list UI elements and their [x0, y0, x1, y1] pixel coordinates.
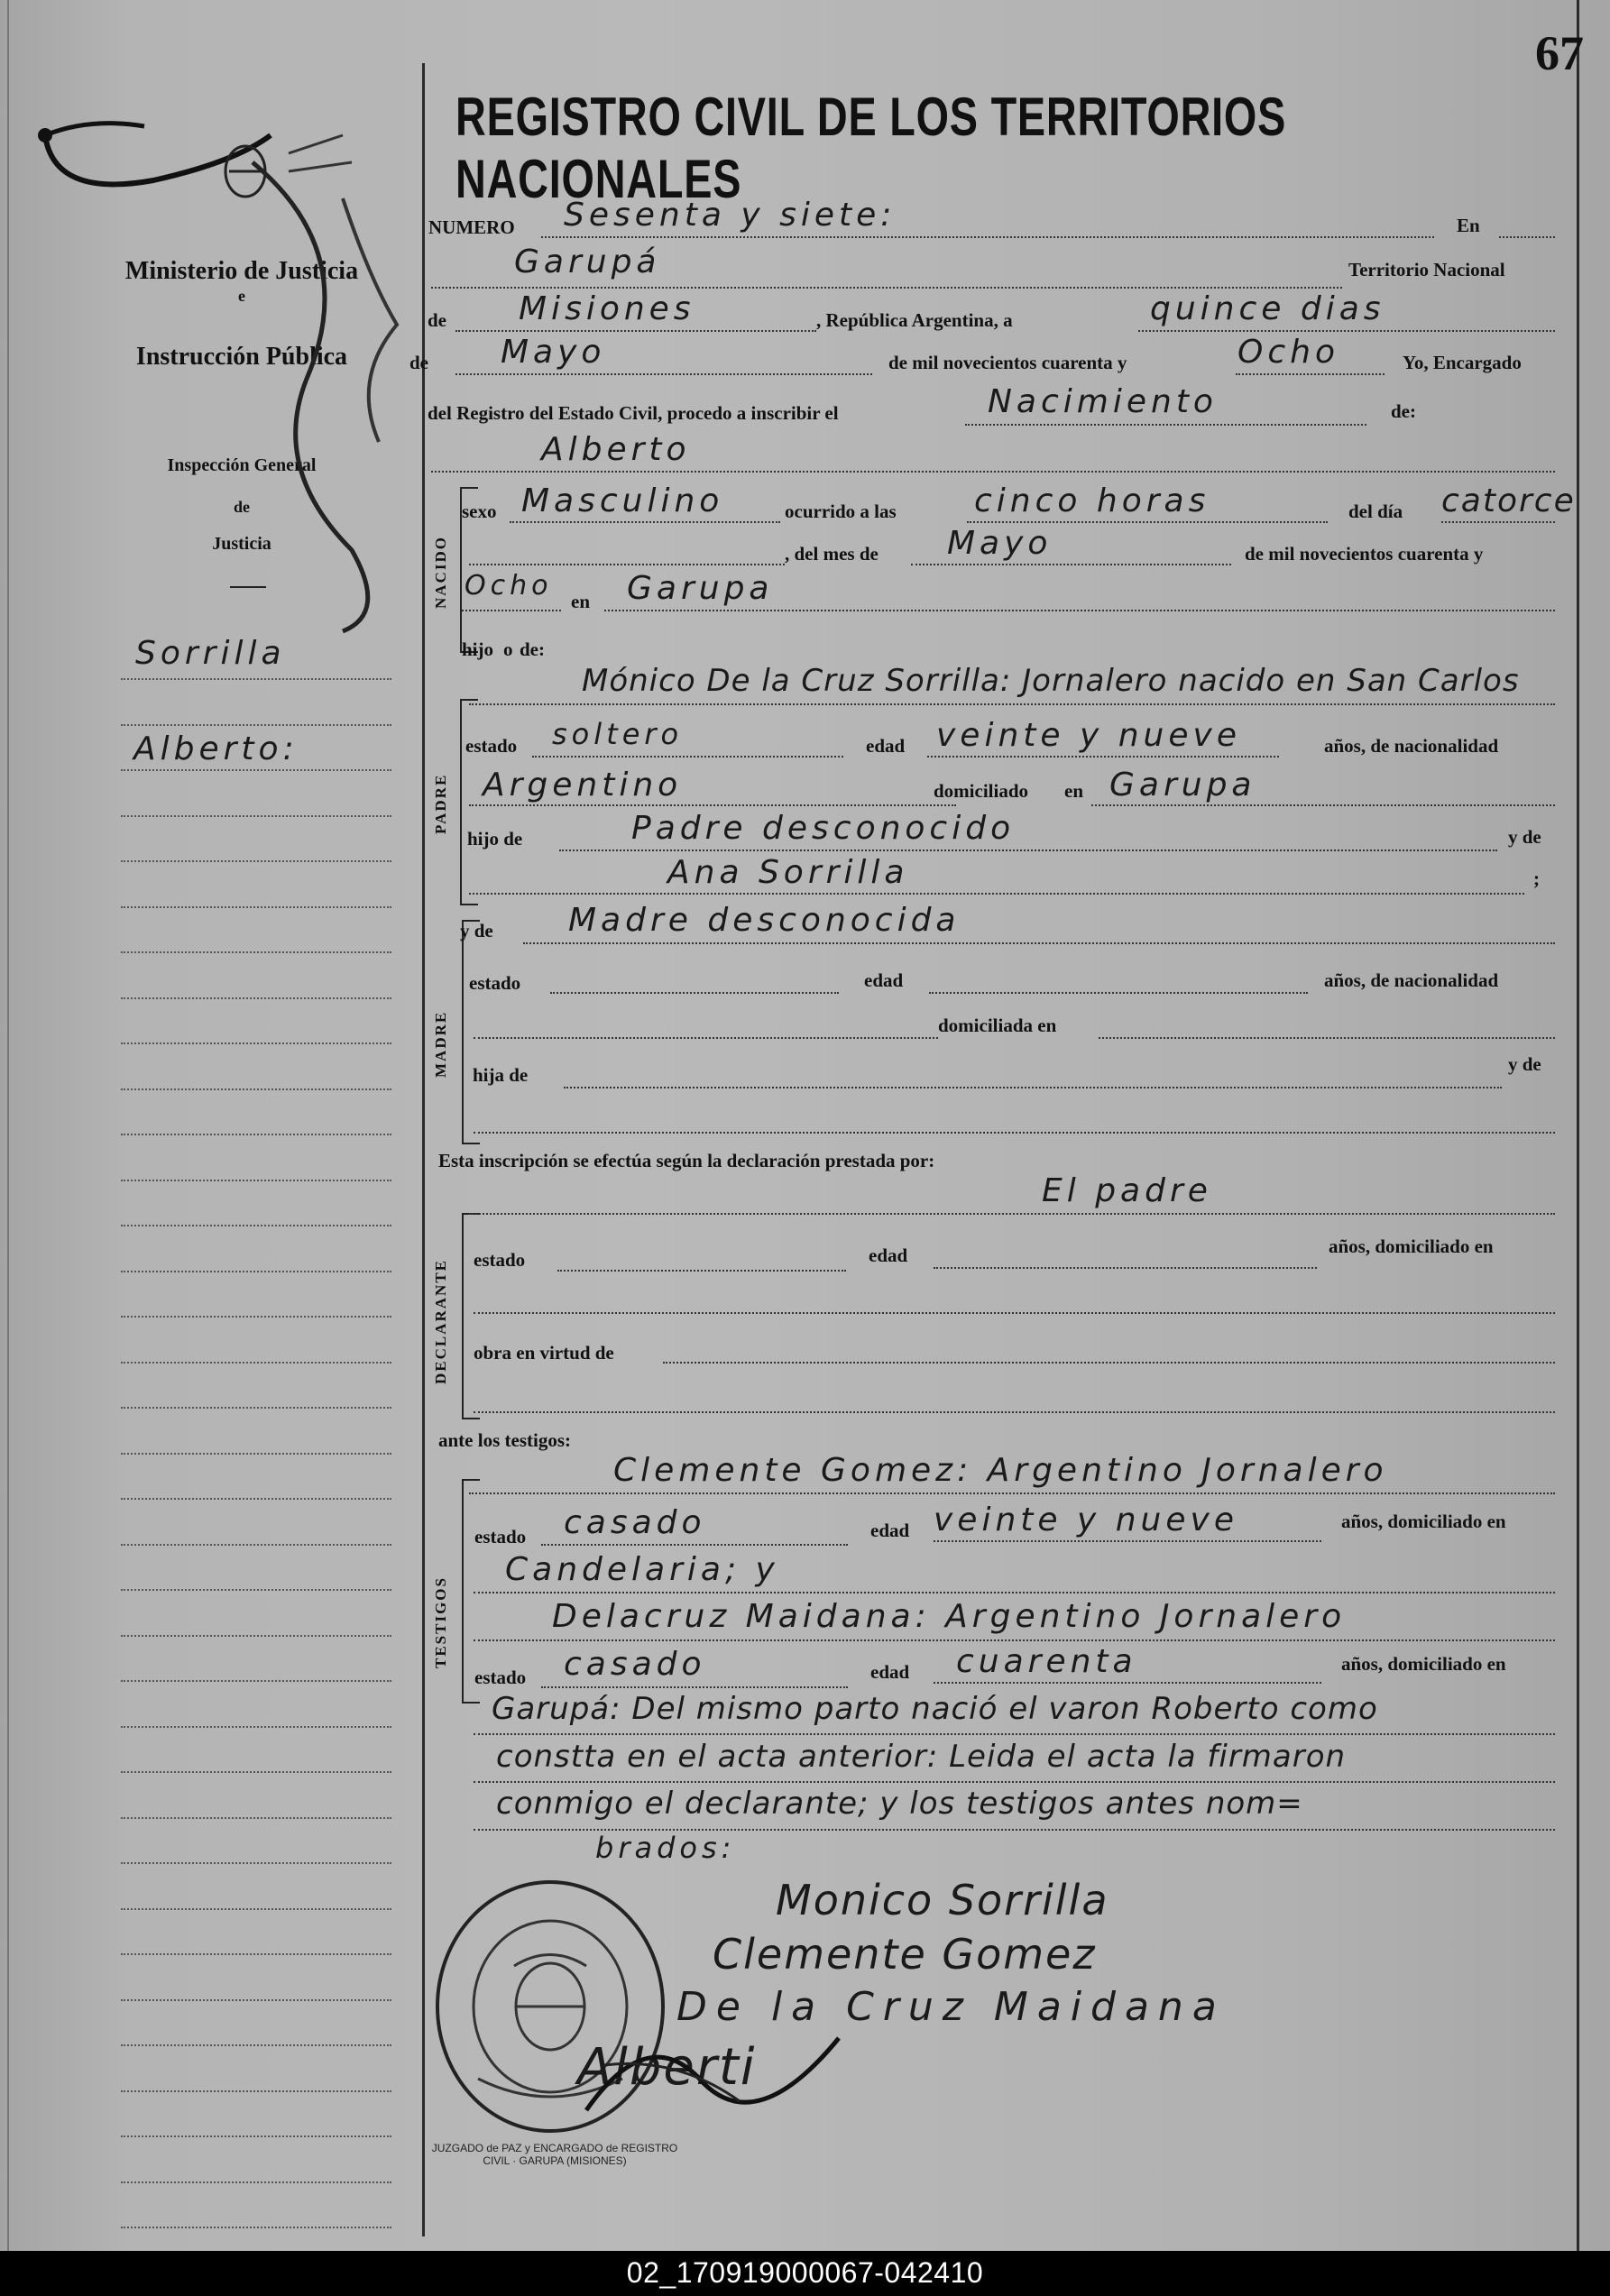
bracket-padre [460, 699, 478, 905]
dotline [541, 1544, 848, 1546]
margin-ruled-line [121, 1589, 391, 1591]
entry-sexo: Masculino [521, 482, 724, 519]
entry-nota1: constta en el acta anterior: Leida el acta la firmaron [496, 1739, 1347, 1775]
label-republica: , República Argentina, a [816, 309, 1013, 331]
label-anios-dom-t1: años, domiciliado en [1341, 1511, 1506, 1532]
entry-padre-edad: veinte y nueve [936, 717, 1241, 754]
entry-anio-nac: Ocho [465, 570, 553, 602]
entry-mes-nac: Mayo [947, 525, 1053, 562]
entry-mes: Mayo [501, 334, 606, 371]
dotline [1441, 521, 1555, 523]
label-domiciliada: domiciliada en [938, 1015, 1057, 1036]
entry-nota3: brados: [595, 1831, 736, 1865]
side-label-testigos: TESTIGOS [432, 1576, 449, 1668]
dotline [604, 610, 1555, 611]
dotline [663, 1362, 1555, 1364]
ministry-line3: Instrucción Pública [135, 343, 348, 371]
dotline [967, 521, 1328, 523]
label-anios-dom-t2: años, domiciliado en [1341, 1653, 1506, 1675]
dotline [934, 1540, 1321, 1542]
entry-padre-estado: soltero [552, 717, 684, 751]
margin-ruled-line [121, 1088, 391, 1090]
dotline [1091, 804, 1555, 806]
entry-t2-estado: casado [564, 1646, 706, 1683]
margin-ruled-line [121, 1271, 391, 1272]
margin-ruled-line [121, 1635, 391, 1637]
label-en2: en [571, 591, 590, 612]
ministry-line5: de [234, 498, 250, 516]
label-y-de-madre2: y de [1508, 1053, 1541, 1075]
ministry-line2: e [238, 287, 245, 305]
margin-ruled-line [121, 1407, 391, 1409]
entry-abuela: Ana Sorrilla [667, 854, 909, 891]
entry-declarante: El padre [1042, 1172, 1212, 1209]
label-en: En [1457, 215, 1480, 236]
entry-numero: Sesenta y siete: [564, 197, 897, 234]
dotline [541, 236, 1434, 238]
entry-lugar-nac: Garupa [627, 570, 774, 607]
margin-ruled-line [121, 2135, 391, 2137]
entry-testigo2: Delacruz Maidana: Argentino Jornalero [552, 1598, 1347, 1635]
dotline [474, 1411, 1555, 1413]
margin-ruled-line [121, 1134, 391, 1135]
entry-dia: quince dias [1150, 290, 1385, 327]
dotline [927, 756, 1279, 758]
side-label-nacido: NACIDO [432, 536, 449, 609]
entry-t2-edad: cuarenta [956, 1643, 1137, 1680]
dotline [1138, 330, 1555, 332]
ministry-line1: Ministerio de Justicia [124, 257, 359, 285]
margin-ruled-line [121, 1544, 391, 1546]
margin-ruled-line [121, 951, 391, 953]
margin-ruled-line [121, 1180, 391, 1181]
label-numero: NUMERO [428, 216, 515, 238]
bracket-declarante [462, 1213, 480, 1419]
dotline [965, 424, 1366, 426]
margin-ruled-line [121, 1453, 391, 1455]
dotline [474, 1312, 1555, 1314]
dotline [929, 992, 1308, 994]
footer-file-id: 02_170919000067-042410 [626, 2256, 984, 2289]
margin-ruled-line [121, 724, 391, 726]
scribble-mark [216, 144, 415, 649]
dotline [474, 1592, 1555, 1593]
signature-flourish [568, 2002, 866, 2128]
label-anios-nac-madre: años, de nacionalidad [1324, 969, 1499, 991]
dotline [934, 1682, 1321, 1684]
label-inscripcion: Esta inscripción se efectúa según la declaración prestada por: [438, 1150, 935, 1171]
side-label-madre: MADRE [432, 1010, 449, 1078]
entry-padre-en: en [1064, 780, 1083, 802]
margin-ruled-line [121, 1908, 391, 1910]
label-mil-nov: de mil novecientos cuarenta y [888, 352, 1127, 373]
margin-ruled-line [121, 1817, 391, 1819]
entry-madre: Madre desconocida [568, 902, 961, 939]
dotline [474, 1733, 1555, 1735]
entry-testigo1: Clemente Gomez: Argentino Jornalero [613, 1452, 1388, 1489]
entry-hora: cinco horas [974, 482, 1210, 519]
label-del-registro: del Registro del Estado Civil, procedo a inscribir el [428, 402, 839, 424]
margin-ruled-line [121, 1225, 391, 1226]
dotline [462, 610, 561, 611]
entry-padre: Mónico De la Cruz Sorrilla: Jornalero nacido en San Carlos [582, 663, 1520, 699]
signature-3: De la Cruz Maidana [676, 1984, 1226, 2030]
label-estado-declarante: estado [474, 1249, 526, 1271]
margin-ruled-line [121, 1953, 391, 1955]
dotline [541, 1686, 848, 1688]
margin-ruled-line [121, 2090, 391, 2092]
label-estado-t2: estado [474, 1667, 527, 1688]
label-ante: ante los testigos: [438, 1429, 571, 1451]
margin-ruled-line [121, 1726, 391, 1728]
label-edad-t1: edad [870, 1520, 910, 1541]
label-de3: de: [520, 638, 545, 660]
ministry-line4: Inspección General [167, 455, 317, 475]
dotline [469, 804, 956, 806]
dotline [550, 992, 839, 994]
dotline [469, 1213, 1555, 1215]
document-title: REGISTRO CIVIL DE LOS TERRITORIOS NACIONALES [455, 87, 1287, 209]
margin-ruled-line [121, 1862, 391, 1864]
margin-ruled-line [121, 1999, 391, 2001]
label-semicolon: ; [1533, 868, 1540, 889]
dotline [1236, 373, 1385, 375]
entry-dia-nac: catorce [1441, 482, 1576, 519]
label-ocurrido: ocurrido a las [785, 501, 897, 522]
side-label-declarante: DECLARANTE [432, 1258, 449, 1384]
margin-ruled-line [121, 1771, 391, 1773]
dotline [469, 893, 1524, 895]
entry-t1-edad: veinte y nueve [934, 1502, 1238, 1538]
entry-hijo-o: o [503, 638, 513, 660]
dotline [557, 1270, 846, 1272]
dotline [510, 521, 780, 523]
margin-ruled-line [121, 1316, 391, 1318]
margin-ruled-line [121, 1042, 391, 1044]
label-yo: Yo, Encargado [1403, 352, 1522, 373]
dotline [455, 330, 816, 332]
entry-t1-dom: Candelaria; y [505, 1551, 779, 1588]
dotline [564, 1087, 1502, 1088]
entry-t2-dom: Garupá: Del mismo parto nació el varon Roberto como [492, 1691, 1378, 1727]
margin-ruled-line [121, 1498, 391, 1500]
label-hijo: hijo [462, 638, 494, 660]
label-edad-t2: edad [870, 1661, 910, 1683]
dotline [469, 703, 1555, 705]
entry-nombre: Alberto [541, 431, 691, 468]
dotline [1099, 1037, 1555, 1039]
margin-ruled-line [121, 678, 391, 680]
margin-ruled-line [121, 860, 391, 862]
dotline [523, 942, 1555, 944]
dotline [934, 1267, 1317, 1269]
margin-ruled-line [121, 2227, 391, 2228]
margin-ruled-line [121, 906, 391, 908]
entry-territorio: Misiones [519, 290, 695, 327]
label-anios-nac-padre: años, de nacionalidad [1324, 735, 1499, 757]
margin-ruled-line [121, 1680, 391, 1682]
signature-1: Monico Sorrilla [776, 1876, 1109, 1924]
margin-name: Alberto: [133, 730, 299, 767]
label-del-dia: del día [1348, 501, 1403, 522]
label-hija-de: hija de [473, 1064, 529, 1086]
entry-anio: Ocho [1237, 334, 1339, 371]
entry-padre-dom: Garupa [1109, 767, 1256, 804]
ministry-line6: Justicia [212, 534, 271, 554]
dotline [474, 1037, 938, 1039]
margin-ruled-line [121, 769, 391, 771]
bracket-madre [462, 920, 480, 1144]
label-mil-nov2: de mil novecientos cuarenta y [1245, 543, 1484, 565]
label-edad-declarante: edad [869, 1244, 908, 1266]
signature-4: Alberti [577, 2038, 757, 2097]
margin-ruled-line [121, 2044, 391, 2046]
dotline [474, 1132, 1555, 1134]
label-edad-madre: edad [864, 969, 904, 991]
entry-t1-estado: casado [564, 1504, 706, 1541]
label-de2: de [409, 352, 428, 373]
left-edge-rule [7, 0, 9, 2251]
margin-ruled-line [121, 2181, 391, 2183]
entry-abuelo: Padre desconocido [631, 810, 1016, 847]
dotline [469, 1492, 1555, 1494]
dotline [474, 1781, 1555, 1783]
label-territorio: Territorio Nacional [1348, 259, 1505, 280]
dotline [469, 564, 785, 565]
entry-lugar: Garupá [514, 243, 661, 280]
dotline [1499, 236, 1555, 238]
label-anios-dom-declarante: años, domiciliado en [1329, 1235, 1494, 1257]
label-edad-padre: edad [866, 735, 906, 757]
label-del-mes: , del mes de [785, 543, 879, 565]
entry-padre-nac: Argentino [483, 767, 683, 804]
dotline [431, 471, 1555, 473]
dotline [455, 373, 872, 375]
dotline [532, 756, 843, 758]
stamp-text: JUZGADO de PAZ y ENCARGADO de REGISTRO CIVIL · GARUPA (MISIONES) [431, 2142, 678, 2167]
label-sexo: sexo [462, 501, 497, 522]
label-y-de-madre: y de [460, 920, 493, 941]
label-de: de [428, 309, 446, 331]
label-obra: obra en virtud de [474, 1342, 614, 1364]
dotline [911, 564, 1231, 565]
signature-2: Clemente Gomez [713, 1930, 1097, 1979]
right-edge-rule [1577, 0, 1579, 2251]
label-hijo-de-padre: hijo de [467, 828, 523, 850]
page-number: 67 [1535, 26, 1584, 80]
margin-ruled-line [121, 815, 391, 817]
entry-acto: Nacimiento [988, 383, 1218, 420]
side-label-padre: PADRE [432, 773, 449, 834]
label-estado-padre: estado [465, 735, 518, 757]
margin-surname: Sorrilla [135, 635, 286, 672]
label-estado-t1: estado [474, 1526, 527, 1548]
entry-nota2: conmigo el declarante; y los testigos antes nom= [496, 1786, 1303, 1822]
label-y-de-padre: y de [1508, 826, 1541, 848]
dotline [559, 850, 1497, 851]
margin-ruled-line [121, 997, 391, 999]
dotline [474, 1639, 1555, 1641]
label-de-colon: de: [1391, 400, 1416, 422]
margin-ruled-line [121, 1362, 391, 1364]
label-domiciliado-padre: domiciliado [934, 780, 1029, 802]
dotline [431, 287, 1342, 289]
label-estado-madre: estado [469, 972, 521, 994]
